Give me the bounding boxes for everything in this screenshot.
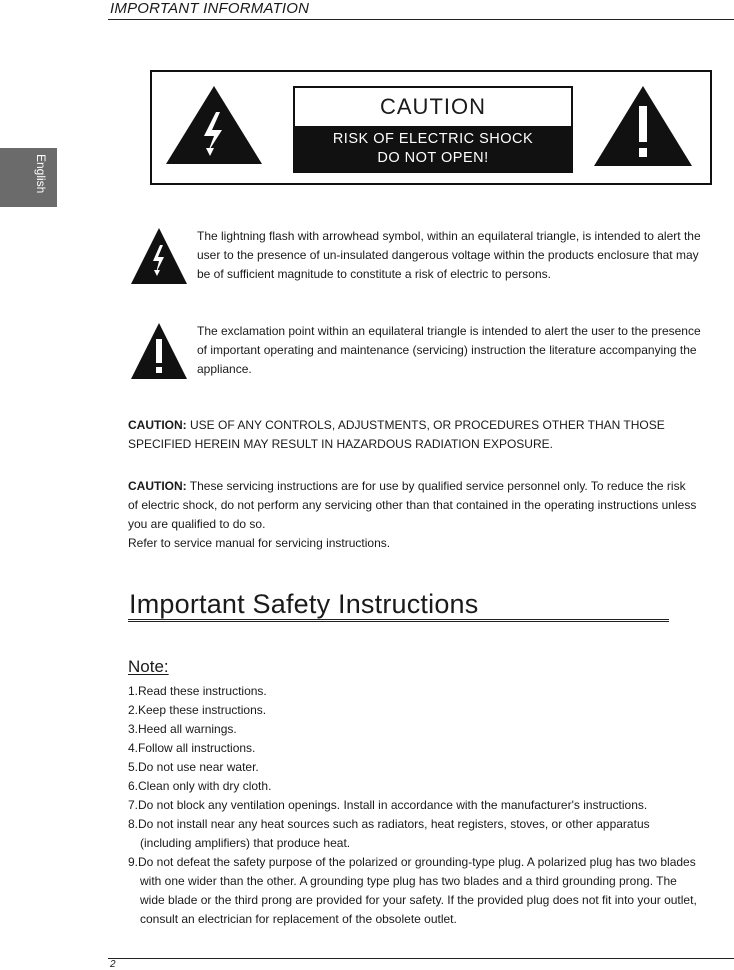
title-divider <box>128 619 669 622</box>
note-label: Note: <box>128 657 169 676</box>
caution-word: CAUTION <box>380 94 486 119</box>
caution-servicing-text: These servicing instructions are for use by qualified service personnel only. To reduce the risk of electric shock, do not perform any servicing other than that contained in the operating instructions unless you are qualified to do so. <box>128 479 697 531</box>
footer-divider <box>108 958 734 959</box>
caution-radiation-paragraph <box>128 416 698 454</box>
risk-line-2: DO NOT OPEN! <box>377 150 489 166</box>
list-item: 3.Heed all warnings. <box>128 722 237 736</box>
caution-servicing-paragraph <box>128 477 698 553</box>
list-item: 6.Clean only with dry cloth. <box>128 779 272 793</box>
list-item: 7.Do not block any ventilation openings. Install in accordance with the manufacturer's instructions. <box>128 798 648 812</box>
list-item: 4.Follow all instructions. <box>128 741 256 755</box>
safety-section-title: Important Safety Instructions <box>129 589 479 619</box>
lightning-warning-icon <box>130 227 188 285</box>
risk-notice <box>295 126 571 171</box>
header-divider <box>108 19 734 20</box>
list-item: 9.Do not defeat the safety purpose of the polarized or grounding-type plug. A polarized plug has two blades with one wider than the other. A grounding type plug has two blades and a third grounding prong. The wide blade or the third prong are provided for your safety. If the provided plug does not fit into your outlet, consult an electrician for replacement of the obsolete outlet. <box>128 855 697 926</box>
caution-label <box>293 86 573 173</box>
page-number: 2 <box>110 959 116 970</box>
exclamation-warning-icon <box>130 322 188 380</box>
safety-instructions-list <box>128 682 703 929</box>
caution-warning-box <box>150 70 712 185</box>
language-tab-label: English <box>34 154 48 194</box>
exclamation-symbol-description: The exclamation point within an equilateral triangle is intended to alert the user to the presence of important operating and maintenance (servicing) instruction the literature accompanying the appliance. <box>197 324 701 376</box>
list-item: 5.Do not use near water. <box>128 760 259 774</box>
list-item: 8.Do not install near any heat sources such as radiators, heat registers, stoves, or other apparatus (including amplifiers) that produce heat. <box>128 817 650 850</box>
page-header-title: IMPORTANT INFORMATION <box>110 0 310 17</box>
list-item: 1.Read these instructions. <box>128 684 267 698</box>
service-manual-reference: Refer to service manual for servicing instructions. <box>128 536 391 550</box>
lightning-warning-icon <box>164 84 264 166</box>
caution-label-1: CAUTION: <box>128 418 187 432</box>
language-tab <box>0 148 57 207</box>
caution-radiation-text: USE OF ANY CONTROLS, ADJUSTMENTS, OR PROCEDURES OTHER THAN THOSE SPECIFIED HEREIN MAY RESULT IN HAZARDOUS RADIATION EXPOSURE. <box>128 418 665 451</box>
list-item: 2.Keep these instructions. <box>128 703 267 717</box>
exclamation-warning-icon <box>592 84 694 168</box>
lightning-symbol-description: The lightning flash with arrowhead symbol, within an equilateral triangle, is intended to alert the user to the presence of un-insulated dangerous voltage within the products enclosure that may be of sufficient magnitude to constitute a risk of electric to persons. <box>197 229 701 281</box>
risk-line-1: RISK OF ELECTRIC SHOCK <box>332 131 534 147</box>
caution-label-2: CAUTION: <box>128 479 187 493</box>
